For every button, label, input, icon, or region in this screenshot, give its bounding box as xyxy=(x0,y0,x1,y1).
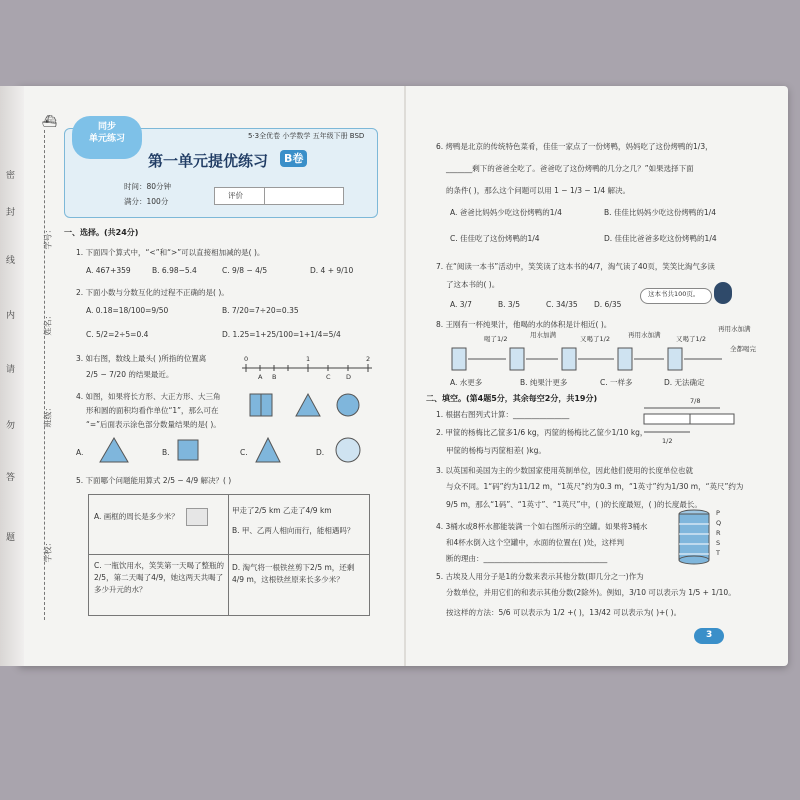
numline-d: D xyxy=(346,373,352,381)
series-line: 5·3全优卷 小学数学 五年级下册 BSD xyxy=(248,132,365,140)
q2-option-c: C. 5/2=2÷5=0.4 xyxy=(86,330,149,339)
can-label-p: P xyxy=(716,509,720,517)
eval-label: 评价 xyxy=(228,191,243,200)
boy-avatar xyxy=(714,282,732,304)
section-fill: 二、填空。(第4题5分，其余每空2分，共19分) xyxy=(426,394,598,403)
bar-left-fraction: 1/2 xyxy=(662,437,673,445)
q5-a: A. 画框的周长是多少米？ xyxy=(94,512,179,521)
flow-step-7: 全都喝完 xyxy=(730,345,756,353)
fill-1: 1. 根据右图列式计算：_______________ xyxy=(436,410,570,419)
page-title: 第一单元提优练习 xyxy=(148,152,269,170)
can-label-r: R xyxy=(716,529,721,537)
q5-table-vline xyxy=(228,494,229,616)
fill-5: 5. 古埃及人用分子是1的分数来表示其他分数(即几分之一)作为 xyxy=(436,572,644,581)
flow-step-6: 再用水加满 xyxy=(718,325,751,333)
q1-option-b: B. 6.98−5.4 xyxy=(152,266,197,275)
question-3b: 2/5 − 7/20 的结果最近。 xyxy=(86,370,174,379)
fraction-bar-diagram xyxy=(640,397,740,444)
question-8: 8. 王刚有一杯纯果汁，他喝的水的体积是计相近( )。 xyxy=(436,320,612,329)
rocket-icon: ⛴ xyxy=(42,114,58,128)
side-char: 答 xyxy=(6,473,16,483)
speech-bubble-text: 这本书共100页。 xyxy=(648,290,700,298)
question-6: 6. 烤鸭是北京的传统特色菜肴，佳佳一家点了一份烤鸭，妈妈吃了这份烤鸭的1/3， xyxy=(436,142,713,151)
question-4: 4. 如图，如果将长方形、大正方形、大三角 xyxy=(76,392,221,401)
question-6b: _______剩下的爸爸全吃了。爸爸吃了这份烤鸭的几分之几？”如果选择下面 xyxy=(446,164,694,173)
question-6c: 的条件( )，那么这个问题可以用 1 − 1/3 − 1/4 解决。 xyxy=(446,186,631,195)
q1-option-c: C. 9/8 − 4/5 xyxy=(222,266,268,275)
q4-label-c: C. xyxy=(240,448,248,457)
fill-5c: 按这样的方法：5/6 可以表示为 1/2 +( )，13/42 可以表示为( )+( )。 xyxy=(446,608,682,617)
q5-table-hline xyxy=(88,554,370,555)
side-char: 题 xyxy=(6,533,16,543)
q7-option-a: A. 3/7 xyxy=(450,300,472,309)
side-char: 请 xyxy=(6,365,16,375)
numline-a: A xyxy=(258,373,263,381)
q5-c: C. 一瓶饮用水，笑笑第一天喝了整瓶的2/5，第二天喝了4/9，她这两天共喝了多少升元的水？ xyxy=(94,561,225,594)
fill-5b: 分数单位，并用它们的和表示其他分数(2除外)。例如，3/10 可以表示为 1/5 + 1/10。 xyxy=(446,588,736,597)
can-label-t: T xyxy=(716,549,720,557)
question-7b: 了这本书的( )。 xyxy=(446,280,500,289)
cut-line xyxy=(44,130,45,620)
can-label-q: Q xyxy=(716,519,722,527)
frame-icon xyxy=(186,508,208,526)
fill-2: 2. 甲筐的杨梅比乙筐多1/6 kg，丙筐的杨梅比乙筐少1/10 kg， xyxy=(436,428,648,437)
side-char: 勿 xyxy=(6,421,16,431)
side-char: 线 xyxy=(6,256,16,266)
flow-step-2: 用水加满 xyxy=(530,331,556,339)
numline-0: 0 xyxy=(244,355,249,363)
name-label: 姓名： xyxy=(43,311,53,336)
q8-option-b: B. 纯果汁更多 xyxy=(520,378,568,387)
school-label: 学校： xyxy=(43,538,53,563)
numline-c: C xyxy=(326,373,331,381)
question-3: 3. 如右图，数线上最头( )所指的位置离 xyxy=(76,354,207,363)
sync-badge: 同步 单元练习 xyxy=(72,116,142,159)
q7-option-c: C. 34/35 xyxy=(546,300,578,309)
q1-option-a: A. 467+359 xyxy=(86,266,131,275)
question-7: 7. 在“阅读一本书”活动中，笑笑读了这本书的4/7，淘气读了40页，笑笑比淘气多读 xyxy=(436,262,715,271)
fill-3: 3. 以英国和美国为主的少数国家使用英制单位，因此他们使用的长度单位也就 xyxy=(436,466,694,475)
center-fold xyxy=(404,86,406,666)
side-char: 封 xyxy=(6,208,16,218)
fill-2b: 甲筐的杨梅与丙筐相差( )kg。 xyxy=(446,446,546,455)
q4-reference-shapes xyxy=(248,392,368,424)
page-number: 3 xyxy=(706,630,713,640)
q2-option-d: D. 1.25=1+25/100=1+1/4=5/4 xyxy=(222,330,341,339)
q1-option-d: D. 4 + 9/10 xyxy=(310,266,354,275)
numline-b: B xyxy=(272,373,277,381)
eval-divider xyxy=(264,187,265,205)
q6-option-d: D. 佳佳比爸爸多吃这份烤鸭的1/4 xyxy=(604,234,717,243)
side-char: 密 xyxy=(6,171,16,181)
numline-1: 1 xyxy=(306,355,311,363)
question-1: 1. 下面四个算式中，“<”和“>”可以直接相加减的是( )。 xyxy=(76,248,265,257)
numline-2: 2 xyxy=(366,355,371,363)
q7-option-b: B. 3/5 xyxy=(498,300,520,309)
q5-b: B. 甲、乙两人相向而行，能相遇吗？ xyxy=(232,526,355,535)
flow-step-4: 再用水加满 xyxy=(628,331,661,339)
question-5: 5. 下面哪个问题能用算式 2/5 − 4/9 解决？( ) xyxy=(76,476,232,485)
q4-label-a: A. xyxy=(76,448,84,457)
side-char: 内 xyxy=(6,311,16,321)
time-limit: 时间：80分钟 xyxy=(124,182,172,191)
fill-4c: 断的理由：_________________________________ xyxy=(446,554,608,563)
title-tag: B卷 xyxy=(280,150,307,167)
q4-label-d: D. xyxy=(316,448,325,457)
fill-3b: 与众不同。1“码”约为11/12 m，“1英尺”约为0.3 m，“1英寸”约为1/30 m，“英尺”约为 xyxy=(446,482,744,491)
q8-option-a: A. 水更多 xyxy=(450,378,483,387)
q8-option-c: C. 一样多 xyxy=(600,378,633,387)
can-label-s: S xyxy=(716,539,721,547)
fill-3c: 9/5 m，那么“1码”、“1英寸”、“1英尺”中，( )的长度最短，( )的长度最长。 xyxy=(446,500,702,509)
fill-4: 4. 3桶水或8杯水都能装满一个如右图所示的空罐。如果将3桶水 xyxy=(436,522,648,531)
can-diagram xyxy=(676,508,716,566)
section-choice: 一、选择。(共24分) xyxy=(64,228,139,237)
q8-option-d: D. 无法确定 xyxy=(664,378,705,387)
q6-option-c: C. 佳佳吃了这份烤鸭的1/4 xyxy=(450,234,540,243)
fill-4b: 和4杯水倒入这个空罐中，水面的位置在( )处，这样判 xyxy=(446,538,625,547)
q5-d: D. 淘气将一根铁丝剪下2/5 m，还剩4/9 m，这根铁丝原来长多少米？ xyxy=(232,563,355,584)
question-4b: 形和圆的面积均看作单位“1”，那么可在 xyxy=(86,406,219,415)
q4-label-b: B. xyxy=(162,448,170,457)
q2-option-a: A. 0.18=18/100=9/50 xyxy=(86,306,169,315)
question-4c: “=”后面表示涂色部分数量结果的是( )。 xyxy=(86,420,221,429)
q6-option-b: B. 佳佳比妈妈少吃这份烤鸭的1/4 xyxy=(604,208,716,217)
bar-top-fraction: 7/8 xyxy=(690,397,701,405)
flow-step-1: 喝了1/2 xyxy=(484,335,508,343)
q6-option-a: A. 爸爸比妈妈少吃这份烤鸭的1/4 xyxy=(450,208,562,217)
q4-option-shapes xyxy=(86,436,376,466)
q2-option-b: B. 7/20=7÷20=0.35 xyxy=(222,306,299,315)
flow-step-5: 又喝了1/2 xyxy=(676,335,706,343)
q5-b-figure: 甲走了2/5 km 乙走了4/9 km xyxy=(232,506,332,515)
student-id-label: 学号： xyxy=(43,225,53,250)
question-2: 2. 下面小数与分数互化的过程不正确的是( )。 xyxy=(76,288,229,297)
total-score: 满分：100分 xyxy=(124,197,169,206)
q7-option-d: D. 6/35 xyxy=(594,300,622,309)
class-label: 班级： xyxy=(43,403,53,428)
flow-step-3: 又喝了1/2 xyxy=(580,335,610,343)
